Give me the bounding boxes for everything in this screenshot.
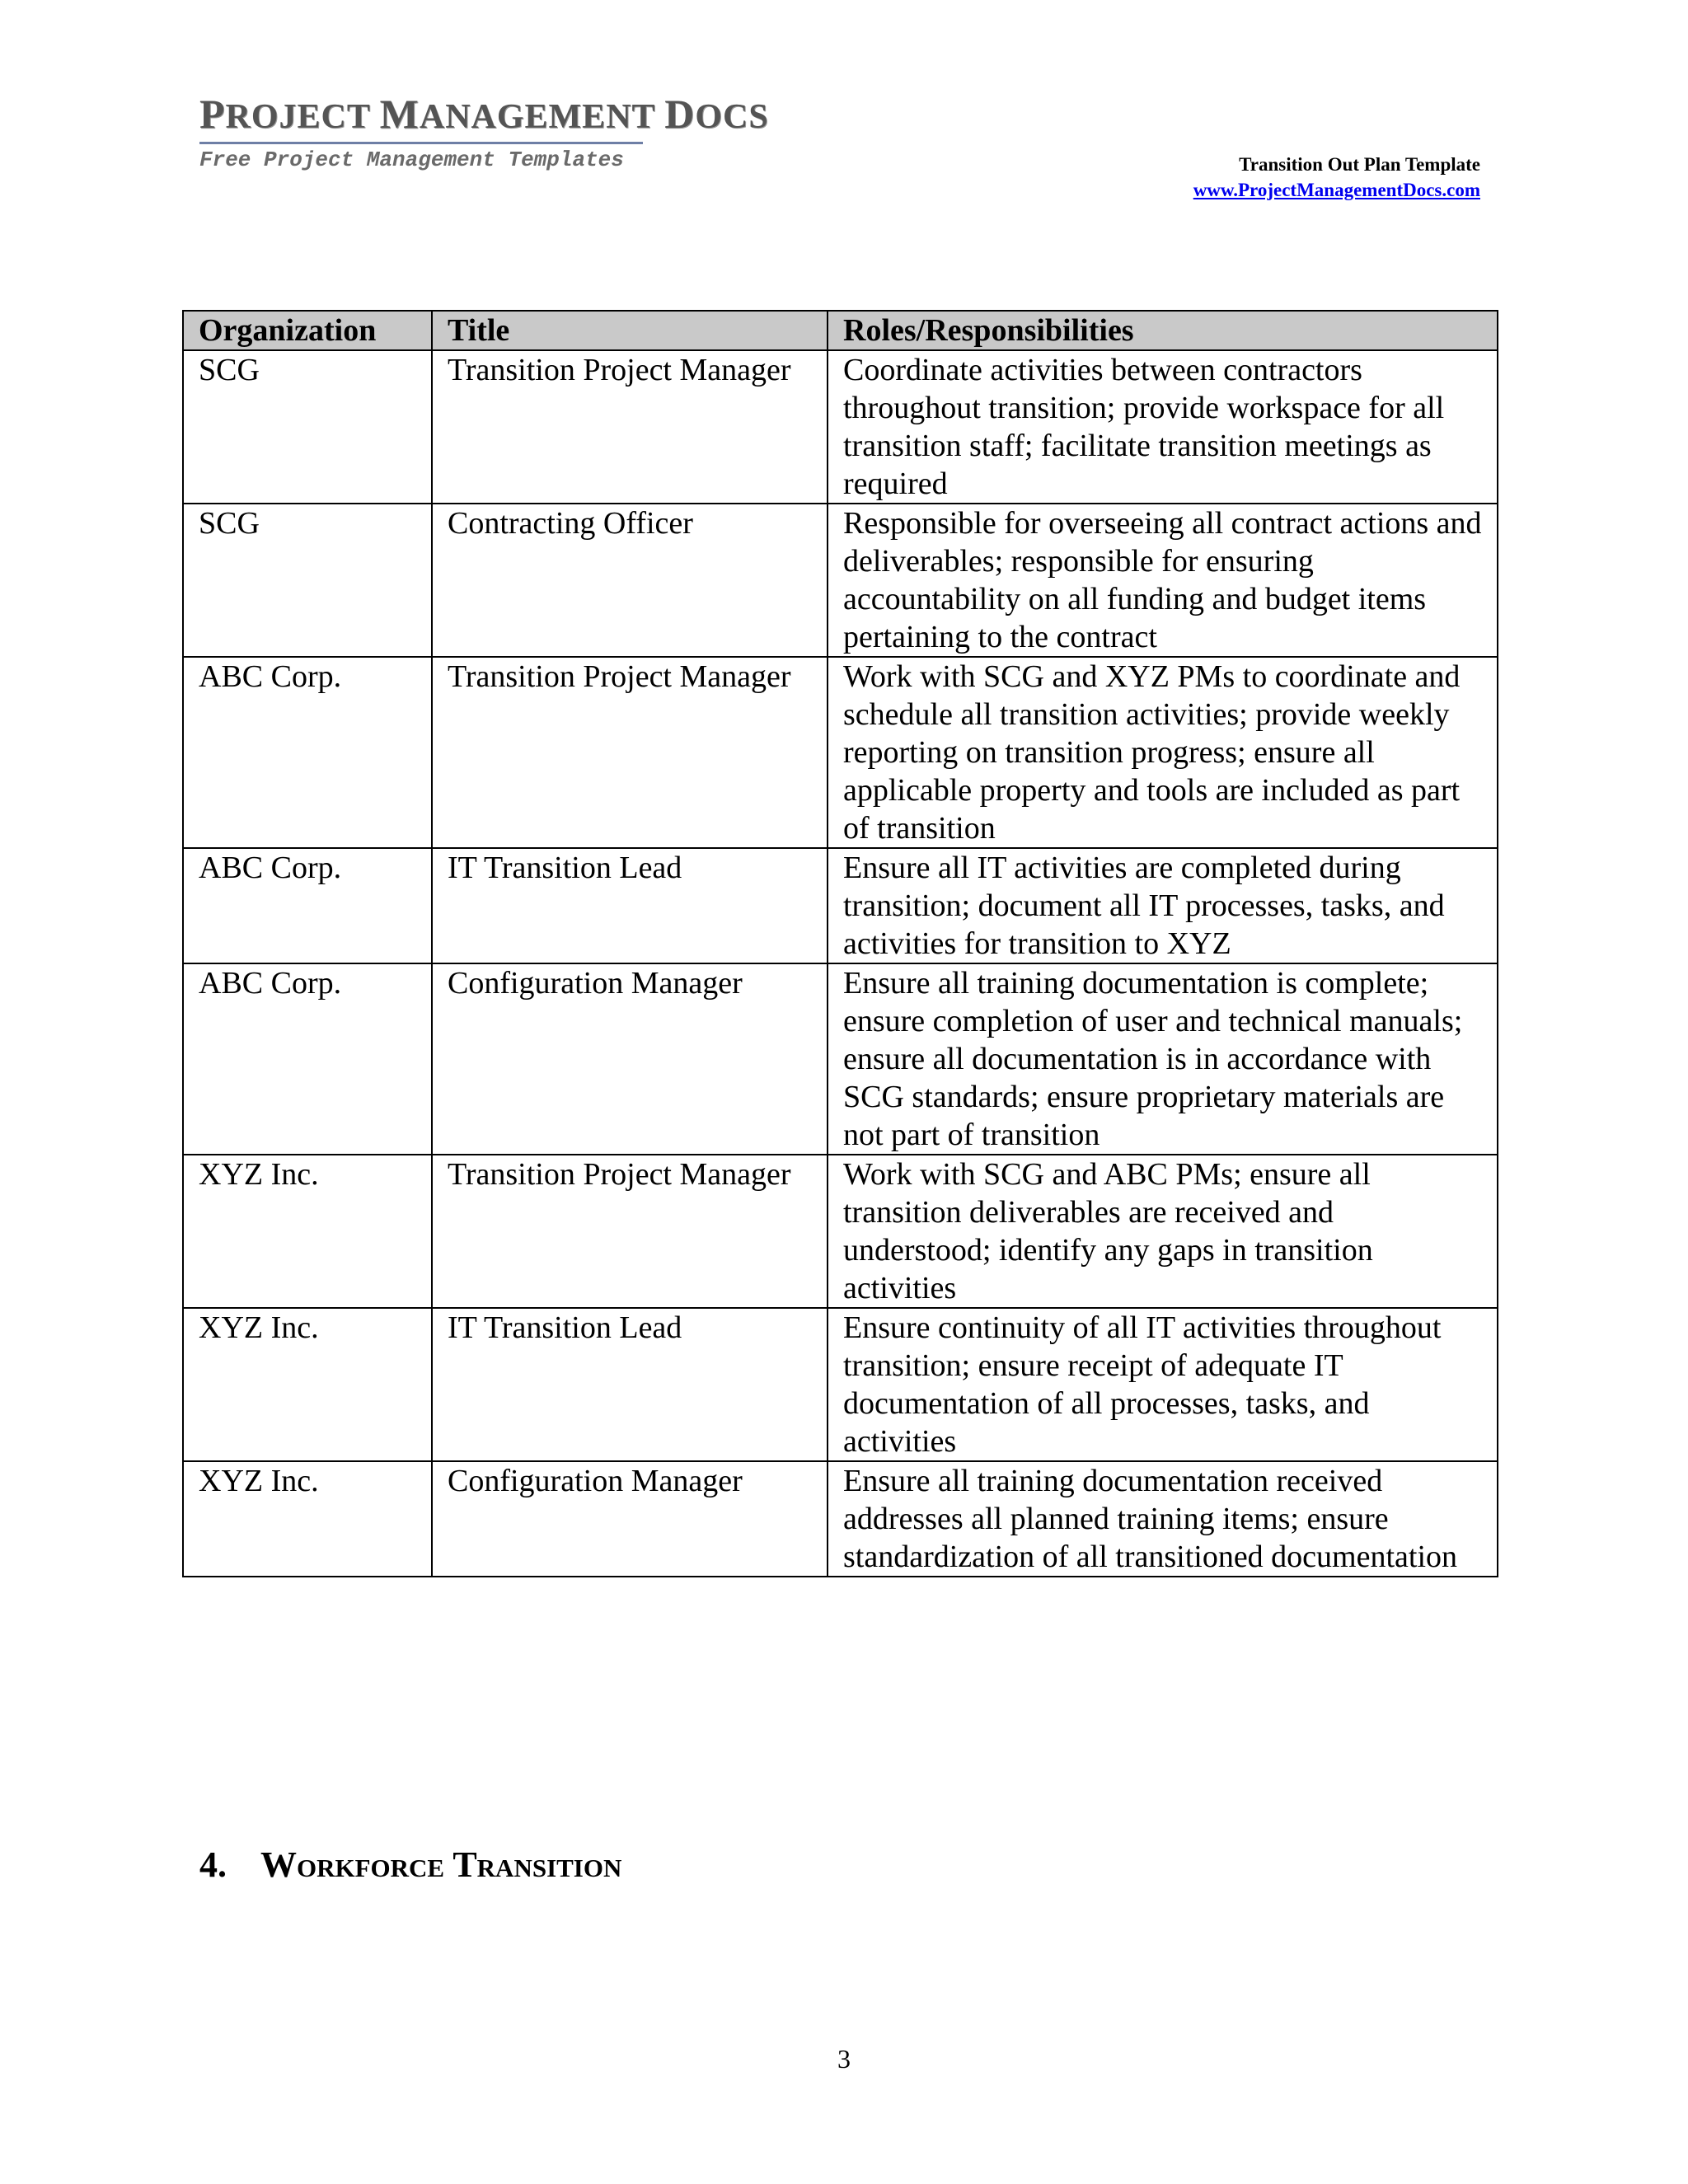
table-row bbox=[183, 1308, 1498, 1461]
header-organization: Organization bbox=[183, 311, 432, 350]
logo-divider bbox=[199, 142, 643, 144]
page-header bbox=[1193, 152, 1480, 203]
cell-title: Transition Project Manager bbox=[432, 657, 828, 848]
cell-organization: SCG bbox=[183, 504, 432, 657]
document-title: Transition Out Plan Template bbox=[1239, 154, 1480, 175]
logo-letter-m: M bbox=[379, 91, 420, 137]
cell-title: IT Transition Lead bbox=[432, 848, 828, 963]
table-row bbox=[183, 504, 1498, 657]
logo-word-roject: ROJECT bbox=[225, 98, 380, 136]
cell-roles: Ensure all training documentation is complete; ensure completion of user and technical manuals; ensure all documentation is in accordance with SCG standards; ensure proprietary materials are not part of transition bbox=[828, 963, 1498, 1155]
section-title: Workforce Transition bbox=[260, 1844, 622, 1885]
cell-organization: ABC Corp. bbox=[183, 848, 432, 963]
header-roles: Roles/Responsibilities bbox=[828, 311, 1498, 350]
logo-word-anagement: ANAGEMENT bbox=[419, 98, 665, 136]
roles-table bbox=[182, 310, 1498, 1577]
table-row bbox=[183, 1155, 1498, 1308]
cell-title: Configuration Manager bbox=[432, 1461, 828, 1577]
cell-roles: Ensure all IT activities are completed during transition; document all IT processes, tasks, and activities for transition to XYZ bbox=[828, 848, 1498, 963]
cell-organization: ABC Corp. bbox=[183, 963, 432, 1155]
header-title: Title bbox=[432, 311, 828, 350]
table-row bbox=[183, 963, 1498, 1155]
logo-letter-p: P bbox=[199, 91, 226, 137]
cell-organization: SCG bbox=[183, 350, 432, 504]
cell-organization: XYZ Inc. bbox=[183, 1155, 432, 1308]
cell-roles: Responsible for overseeing all contract actions and deliverables; responsible for ensuring accountability on all funding and budget items pertaining to the contract bbox=[828, 504, 1498, 657]
table-header-row bbox=[183, 311, 1498, 350]
cell-title: Contracting Officer bbox=[432, 504, 828, 657]
cell-title: Configuration Manager bbox=[432, 963, 828, 1155]
table-row bbox=[183, 1461, 1498, 1577]
cell-roles: Coordinate activities between contractors throughout transition; provide workspace for all transition staff; facilitate transition meetings as required bbox=[828, 350, 1498, 504]
cell-organization: ABC Corp. bbox=[183, 657, 432, 848]
table-row bbox=[183, 848, 1498, 963]
cell-roles: Ensure continuity of all IT activities throughout transition; ensure receipt of adequate IT documentation of all processes, tasks, and activities bbox=[828, 1308, 1498, 1461]
cell-title: Transition Project Manager bbox=[432, 1155, 828, 1308]
cell-roles: Ensure all training documentation received addresses all planned training items; ensure standardization of all transitioned documentation bbox=[828, 1461, 1498, 1577]
cell-roles: Work with SCG and XYZ PMs to coordinate and schedule all transition activities; provide weekly reporting on transition progress; ensure all applicable property and tools are included as part of transition bbox=[828, 657, 1498, 848]
cell-title: IT Transition Lead bbox=[432, 1308, 828, 1461]
logo-letter-d: D bbox=[664, 91, 696, 137]
logo-title bbox=[199, 91, 769, 138]
logo bbox=[199, 91, 769, 174]
cell-roles: Work with SCG and ABC PMs; ensure all transition deliverables are received and understood; identify any gaps in transition activities bbox=[828, 1155, 1498, 1308]
table-row bbox=[183, 350, 1498, 504]
cell-title: Transition Project Manager bbox=[432, 350, 828, 504]
section-heading bbox=[199, 1842, 621, 1888]
table-row bbox=[183, 657, 1498, 848]
logo-tagline: Free Project Management Templates bbox=[199, 148, 624, 172]
cell-organization: XYZ Inc. bbox=[183, 1461, 432, 1577]
page-number: 3 bbox=[837, 2044, 851, 2074]
logo-word-ocs: OCS bbox=[695, 98, 769, 136]
cell-organization: XYZ Inc. bbox=[183, 1308, 432, 1461]
section-number: 4. bbox=[199, 1844, 227, 1885]
website-link[interactable]: www.ProjectManagementDocs.com bbox=[1193, 180, 1480, 200]
